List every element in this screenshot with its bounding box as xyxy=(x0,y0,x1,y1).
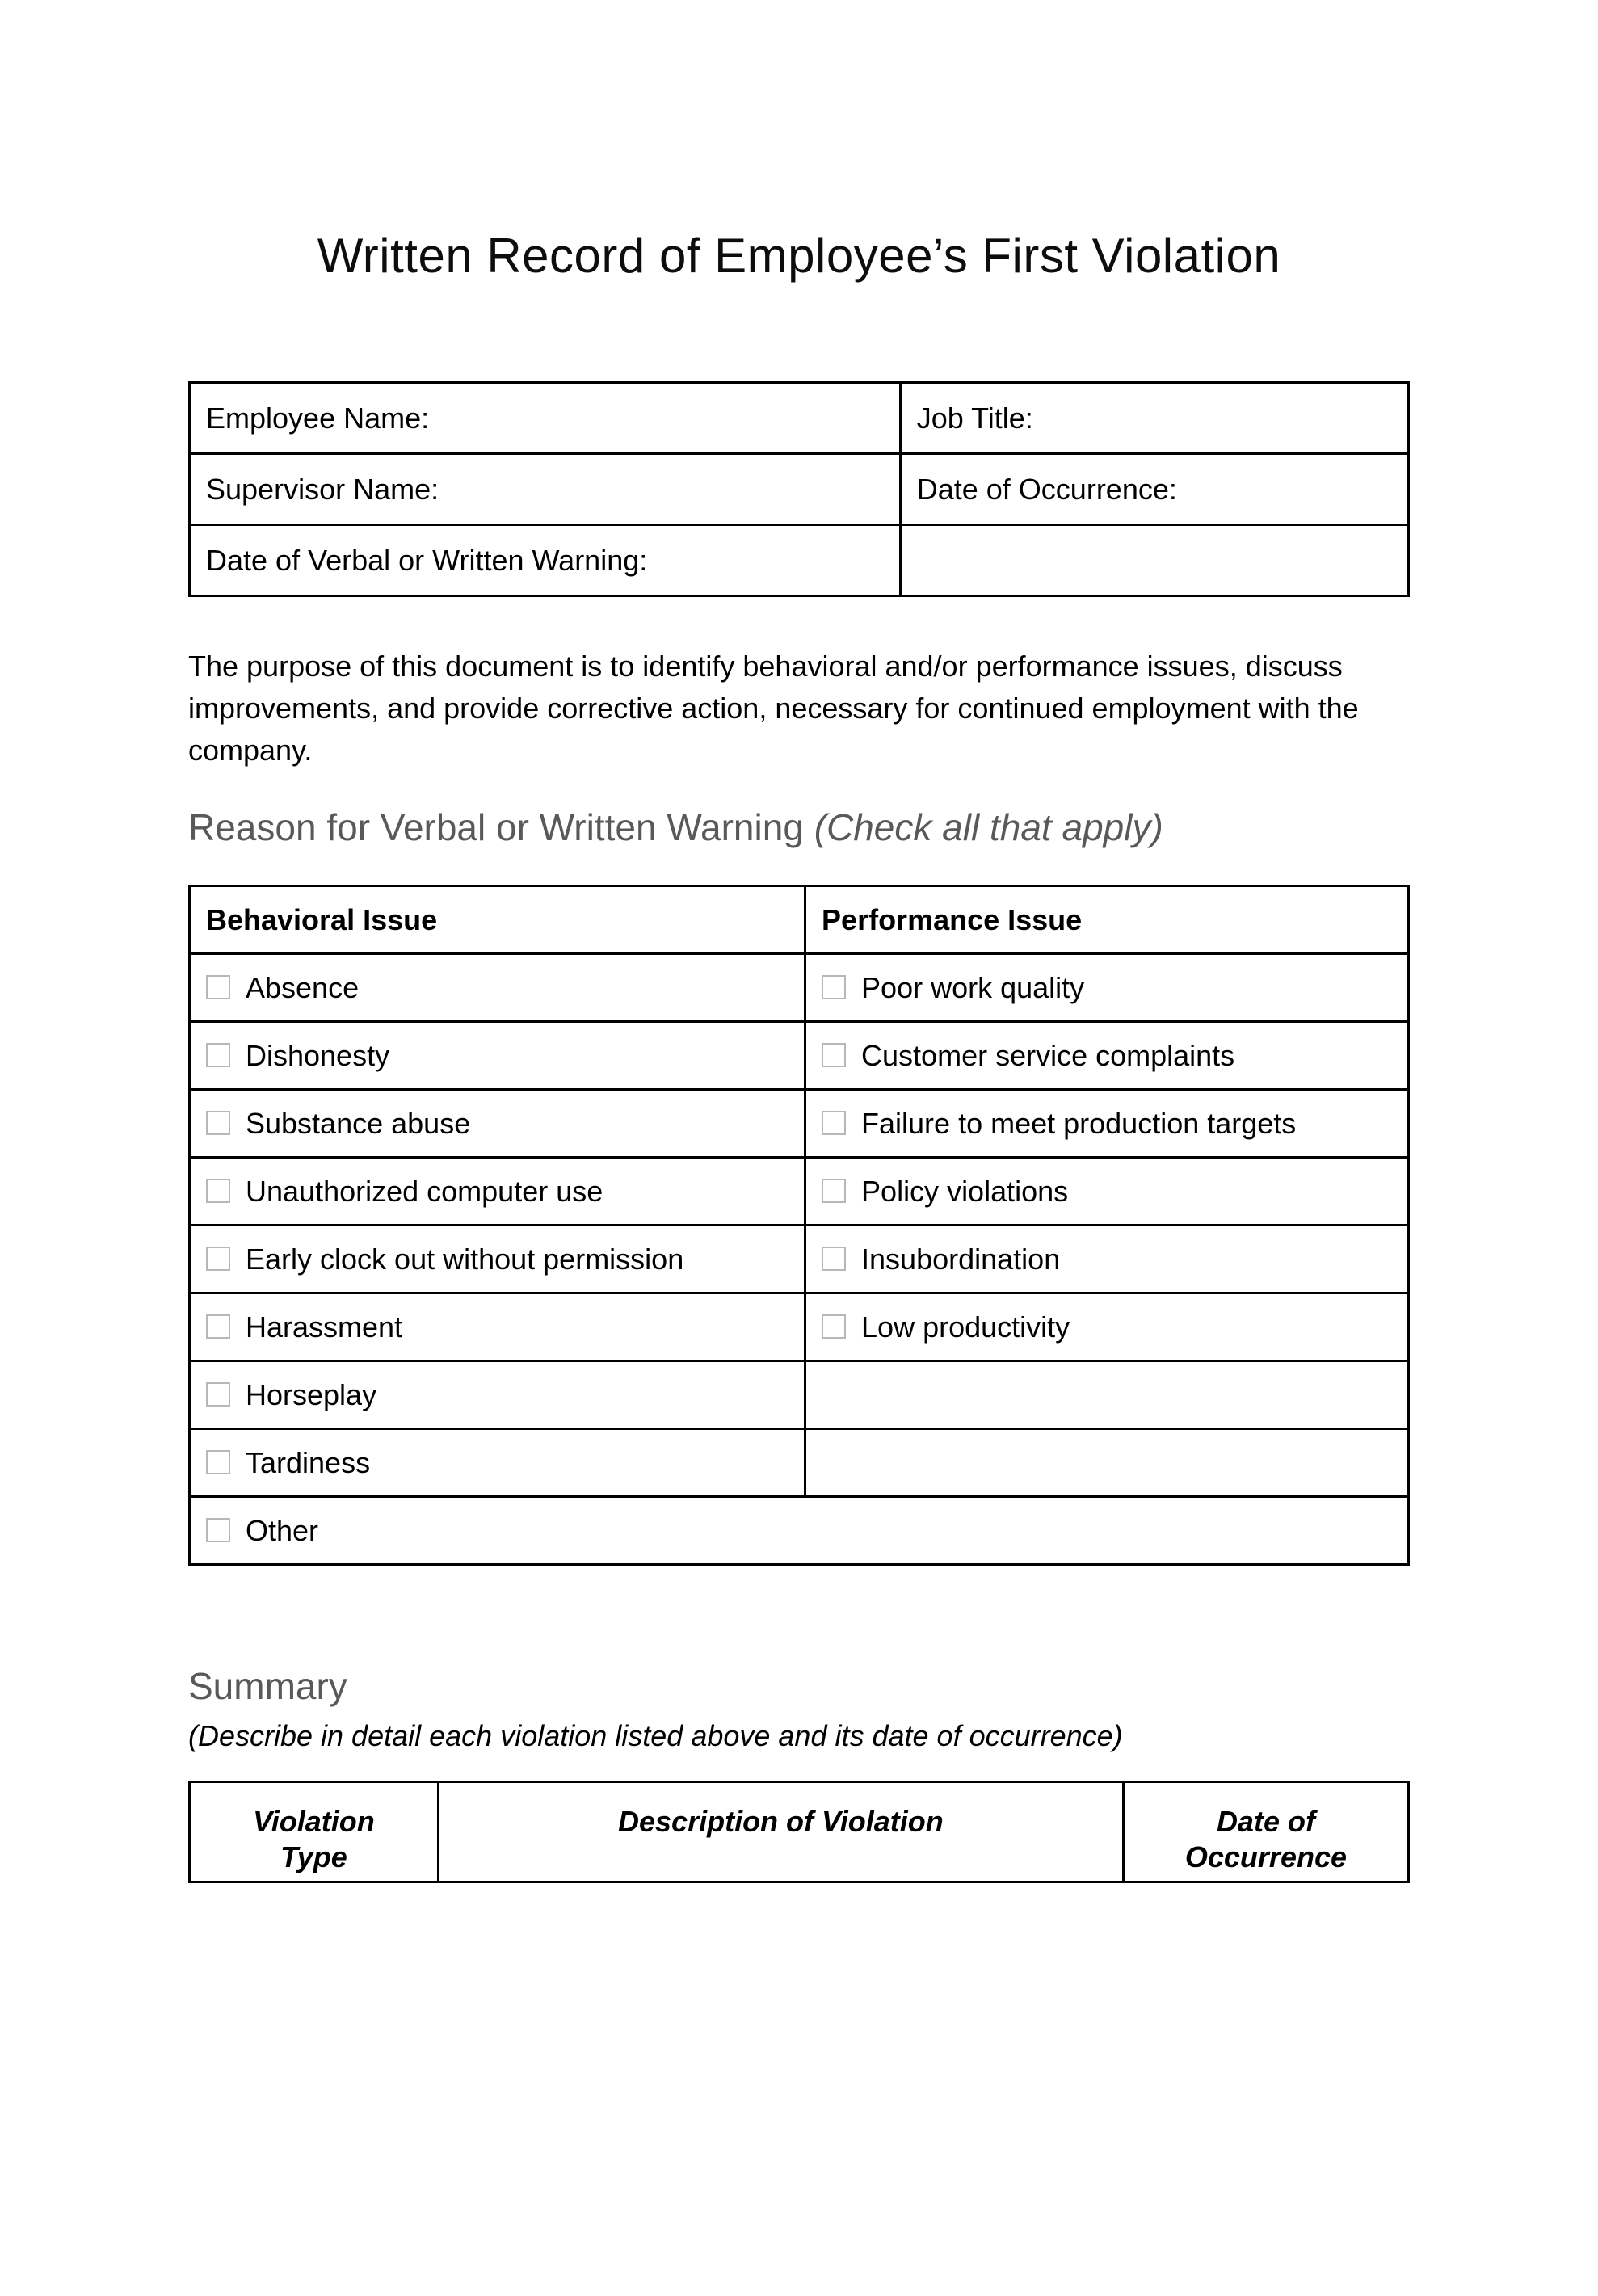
table-row xyxy=(190,1090,1409,1158)
table-row xyxy=(190,1429,1409,1497)
checkbox-icon[interactable] xyxy=(206,1111,230,1135)
checkbox-icon[interactable] xyxy=(206,1179,230,1203)
empty-cell[interactable] xyxy=(900,525,1408,596)
reason-section-heading xyxy=(188,805,1410,849)
checkbox-label: Early clock out without permission xyxy=(246,1242,684,1276)
checkbox-cell-tardiness xyxy=(190,1429,805,1497)
table-header-row xyxy=(190,1782,1409,1882)
checkbox-cell-unauthorized-computer-use xyxy=(190,1158,805,1226)
checkbox-label: Low productivity xyxy=(861,1310,1070,1344)
violation-summary-table xyxy=(188,1781,1410,1883)
table-row xyxy=(190,1361,1409,1429)
checkbox-label: Insubordination xyxy=(861,1242,1061,1276)
summary-section-heading: Summary xyxy=(188,1665,347,1707)
checkbox-icon[interactable] xyxy=(822,975,846,999)
purpose-paragraph: The purpose of this document is to identify behavioral and/or performance issues, discuss improvements, and provide corrective action, necessary for continued employment with the company. xyxy=(188,650,1359,767)
table-header-row xyxy=(190,886,1409,954)
behavioral-issue-header: Behavioral Issue xyxy=(190,886,805,954)
checkbox-cell-low-productivity xyxy=(805,1293,1409,1361)
checkbox-label: Tardiness xyxy=(246,1445,371,1479)
reason-checkbox-table xyxy=(188,885,1410,1566)
checkbox-label: Customer service complaints xyxy=(861,1038,1235,1072)
checkbox-icon[interactable] xyxy=(206,1247,230,1271)
violation-type-header: Violation Type xyxy=(190,1782,439,1882)
date-of-occurrence-header: Date of Occurrence xyxy=(1123,1782,1408,1882)
checkbox-label: Horseplay xyxy=(246,1377,377,1411)
checkbox-label: Substance abuse xyxy=(246,1106,471,1140)
checkbox-icon[interactable] xyxy=(206,1518,230,1542)
checkbox-icon[interactable] xyxy=(206,975,230,999)
checkbox-label: Unauthorized computer use xyxy=(246,1174,603,1208)
employee-info-table xyxy=(188,381,1410,597)
document-page xyxy=(0,228,1598,1883)
checkbox-cell-dishonesty xyxy=(190,1022,805,1090)
supervisor-name-cell[interactable]: Supervisor Name: xyxy=(190,454,901,525)
table-row xyxy=(190,383,1409,454)
reason-heading-text: Reason for Verbal or Written Warning xyxy=(188,806,804,848)
performance-issue-header: Performance Issue xyxy=(805,886,1409,954)
checkbox-cell-early-clock-out xyxy=(190,1226,805,1293)
checkbox-icon[interactable] xyxy=(206,1314,230,1339)
checkbox-icon[interactable] xyxy=(822,1314,846,1339)
checkbox-icon[interactable] xyxy=(822,1043,846,1067)
table-row xyxy=(190,1293,1409,1361)
checkbox-icon[interactable] xyxy=(822,1179,846,1203)
checkbox-cell-customer-service-complaints xyxy=(805,1022,1409,1090)
checkbox-cell-failure-production-targets xyxy=(805,1090,1409,1158)
checkbox-label: Policy violations xyxy=(861,1174,1069,1208)
checkbox-icon[interactable] xyxy=(206,1382,230,1407)
table-row xyxy=(190,525,1409,596)
table-row xyxy=(190,1226,1409,1293)
checkbox-icon[interactable] xyxy=(822,1111,846,1135)
checkbox-cell-substance-abuse xyxy=(190,1090,805,1158)
checkbox-cell-horseplay xyxy=(190,1361,805,1429)
job-title-cell[interactable]: Job Title: xyxy=(900,383,1408,454)
reason-heading-note: (Check all that apply) xyxy=(814,806,1163,848)
checkbox-label: Poor work quality xyxy=(861,970,1085,1004)
checkbox-cell-harassment xyxy=(190,1293,805,1361)
checkbox-label: Other xyxy=(246,1513,319,1547)
checkbox-cell-policy-violations xyxy=(805,1158,1409,1226)
empty-cell xyxy=(805,1361,1409,1429)
checkbox-label: Absence xyxy=(246,970,360,1004)
table-row xyxy=(190,1497,1409,1565)
summary-note: (Describe in detail each violation listed above and its date of occurrence) xyxy=(188,1719,1123,1752)
table-row xyxy=(190,1022,1409,1090)
empty-cell xyxy=(805,1429,1409,1497)
checkbox-label: Failure to meet production targets xyxy=(861,1106,1297,1140)
checkbox-label: Dishonesty xyxy=(246,1038,390,1072)
description-of-violation-header: Description of Violation xyxy=(438,1782,1123,1882)
table-row xyxy=(190,1158,1409,1226)
page-title: Written Record of Employee’s First Violation xyxy=(317,229,1281,283)
employee-name-cell[interactable]: Employee Name: xyxy=(190,383,901,454)
checkbox-label: Harassment xyxy=(246,1310,403,1344)
checkbox-cell-poor-work-quality xyxy=(805,954,1409,1022)
warning-date-cell[interactable]: Date of Verbal or Written Warning: xyxy=(190,525,901,596)
checkbox-icon[interactable] xyxy=(206,1450,230,1474)
checkbox-icon[interactable] xyxy=(822,1247,846,1271)
checkbox-cell-insubordination xyxy=(805,1226,1409,1293)
checkbox-cell-other xyxy=(190,1497,1409,1565)
checkbox-cell-absence xyxy=(190,954,805,1022)
table-row xyxy=(190,954,1409,1022)
date-of-occurrence-cell[interactable]: Date of Occurrence: xyxy=(900,454,1408,525)
table-row xyxy=(190,454,1409,525)
checkbox-icon[interactable] xyxy=(206,1043,230,1067)
